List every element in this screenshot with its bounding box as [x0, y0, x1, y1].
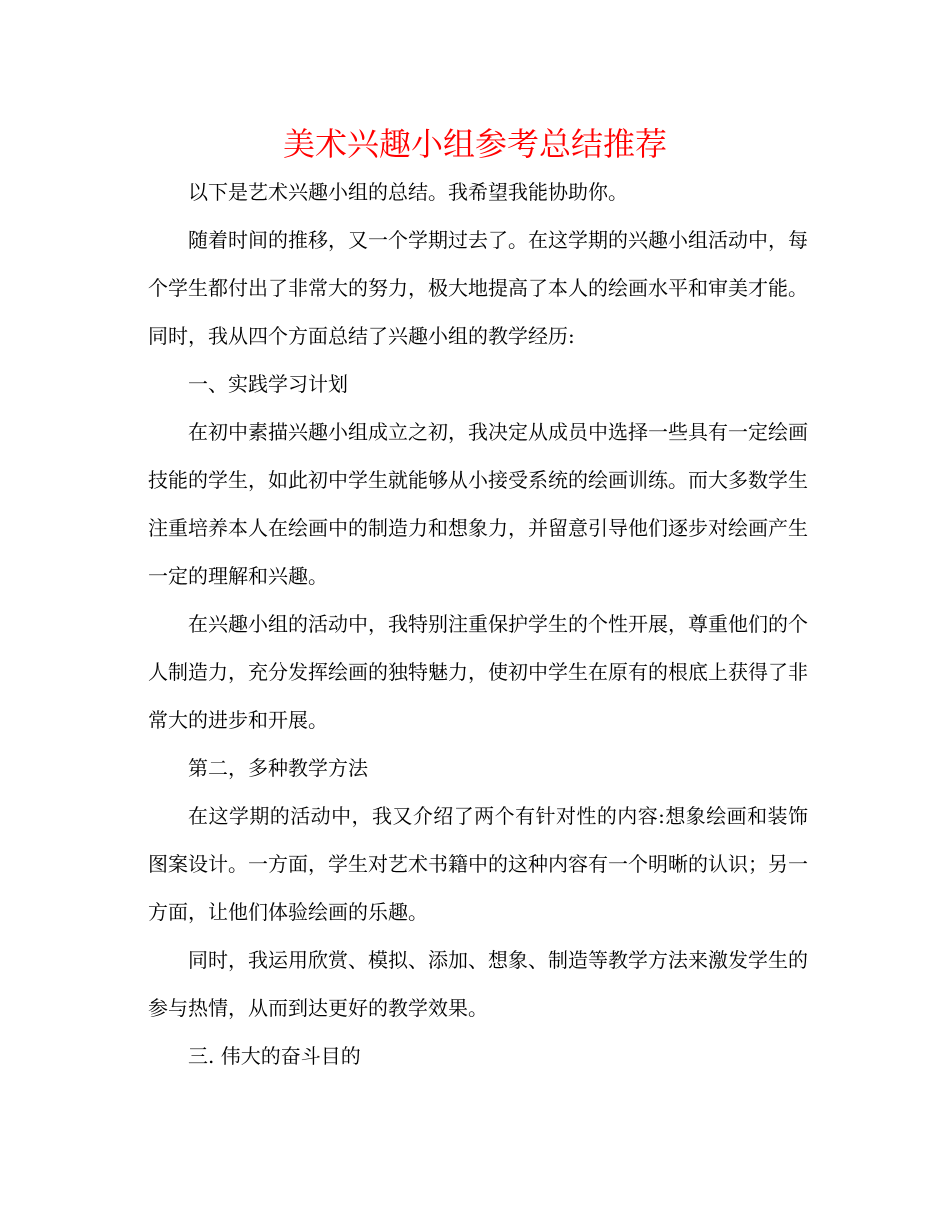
- overview-paragraph: 随着时间的推移，又一个学期过去了。在这学期的兴趣小组活动中，每个学生都付出了非常大的努力，极大地提高了本人的绘画水平和审美才能。同时，我从四个方面总结了兴趣小组的教学经历:: [148, 228, 808, 348]
- section-heading-1: 一、实践学习计划: [188, 372, 348, 396]
- intro-paragraph: 以下是艺术兴趣小组的总结。我希望我能协助你。: [188, 180, 628, 204]
- document-title: 美术兴趣小组参考总结推荐: [282, 125, 667, 163]
- section-heading-3: 三. 伟大的奋斗目的: [188, 1044, 361, 1068]
- section-1-paragraph-2: 在兴趣小组的活动中，我特别注重保护学生的个性开展，尊重他们的个人制造力，充分发挥绘画的独特魅力，使初中学生在原有的根底上获得了非常大的进步和开展。: [148, 612, 808, 732]
- section-2-paragraph-2: 同时，我运用欣赏、模拟、添加、想象、制造等教学方法来激发学生的参与热情，从而到达更好的教学效果。: [148, 948, 808, 1020]
- document-body: [148, 168, 808, 1080]
- section-1-paragraph-1: 在初中素描兴趣小组成立之初，我决定从成员中选择一些具有一定绘画技能的学生，如此初中学生就能够从小接受系统的绘画训练。而大多数学生注重培养本人在绘画中的制造力和想象力，并留意引导他们逐步对绘画产生一定的理解和兴趣。: [148, 420, 808, 588]
- section-2-paragraph-1: 在这学期的活动中，我又介绍了两个有针对性的内容:想象绘画和装饰图案设计。一方面，学生对艺术书籍中的这种内容有一个明晰的认识；另一方面，让他们体验绘画的乐趣。: [148, 804, 808, 924]
- section-heading-2: 第二，多种教学方法: [188, 756, 368, 780]
